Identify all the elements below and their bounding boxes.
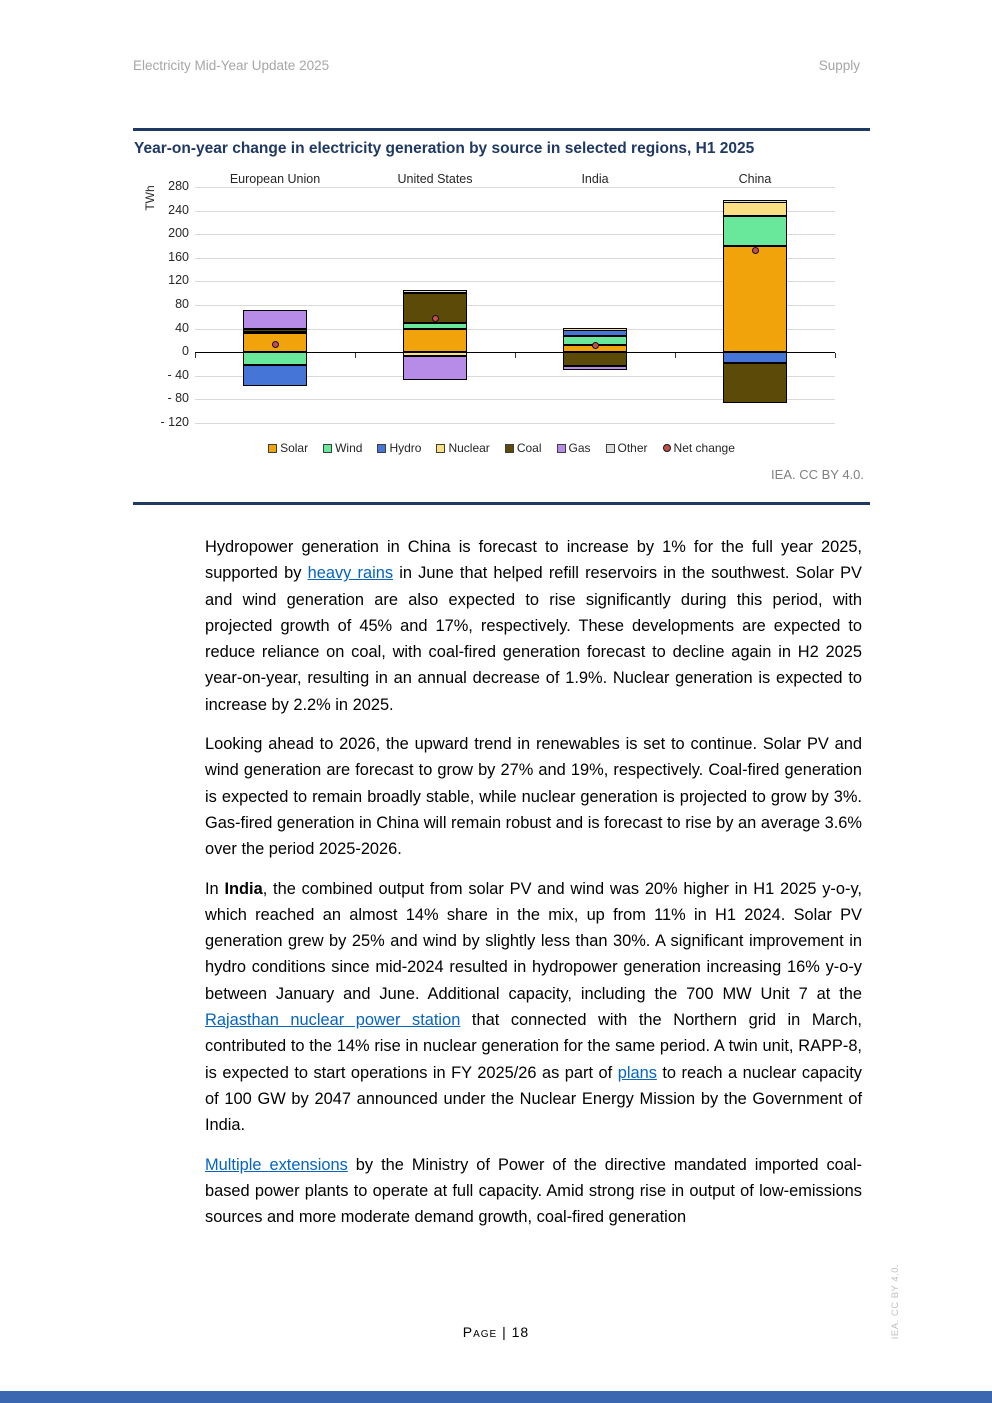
- y-tick-label: - 120: [160, 415, 189, 429]
- page-bottom-bar: [0, 1391, 992, 1403]
- bar-segment-wind: [243, 352, 307, 365]
- x-axis-tick: [835, 353, 836, 358]
- chart-legend: [133, 441, 870, 455]
- legend-label: Hydro: [389, 441, 422, 455]
- bar-segment-coal: [243, 329, 307, 332]
- text-link[interactable]: plans: [617, 1063, 657, 1082]
- chart-attribution: IEA. CC BY 4.0.: [771, 467, 864, 482]
- category-label: European Union: [229, 172, 321, 186]
- y-tick-label: 160: [168, 249, 189, 264]
- x-axis-tick: [355, 353, 356, 358]
- legend-swatch: [663, 444, 671, 452]
- y-axis-label: TWh: [143, 185, 157, 211]
- paragraph: Looking ahead to 2026, the upward trend in renewables is set to continue. Solar PV and wind generation are forecast to grow by 27% and 19%, respectively. Coal-fired generation is expected to remain broadly stable, while nuclear generation is projected to grow by 3%. Gas-fired generation in China will remain robust and is forecast to rise by an average 3.6% over the period 2025-2026.: [205, 735, 862, 859]
- legend-label: Gas: [568, 441, 591, 455]
- legend-swatch: [323, 444, 332, 453]
- paragraph: In India, the combined output from solar PV and wind was 20% higher in H1 2025 y-o-y, which reached an almost 14% share in the mix, up from 11% in H1 2024. Solar PV generation grew by 25% and wind by slightly less than 30%. A significant improvement in hydro conditions since mid-2024 resulted in hydropower generation increasing 16% y-o-y between January and June. Additional capacity, including the 700 MW Unit 7 at the Rajasthan nuclear power station that connected with the Northern grid in March, contributed to the 14% rise in nuclear generation for the same period. A twin unit, RAPP-8, is expected to start operations in FY 2025/26 as part of plans to reach a nuclear capacity of 100 GW by 2047 announced under the Nuclear Energy Mission by the Government of India.: [205, 879, 862, 1135]
- legend-label: Other: [617, 441, 648, 455]
- x-axis-tick: [675, 353, 676, 358]
- text-link[interactable]: heavy rains: [307, 564, 394, 583]
- figure-box: [133, 128, 870, 505]
- legend-item-gas: [557, 441, 591, 455]
- bar-segment-other: [723, 200, 787, 203]
- bar-segment-hydro: [563, 330, 627, 337]
- bar-segment-hydro: [723, 352, 787, 363]
- legend-item-net-change: [663, 441, 735, 455]
- y-tick-label: 120: [168, 273, 189, 288]
- gridline: [195, 187, 835, 188]
- legend-item-hydro: [377, 441, 421, 455]
- bar-segment-gas: [243, 310, 307, 329]
- net-change-marker: [752, 247, 759, 254]
- y-tick-label: 280: [168, 179, 189, 193]
- bar-segment-solar: [723, 246, 787, 352]
- paragraph: Multiple extensions by the Ministry of Power of the directive mandated imported coal-based power plants to operate at full capacity. Amid strong rise in output of low-emissions sources and more moderate demand growth, coal-fired generation: [205, 1155, 862, 1227]
- bar-segment-nuclear: [243, 332, 307, 335]
- text-link[interactable]: Rajasthan nuclear power station: [205, 1011, 461, 1030]
- legend-label: Nuclear: [448, 441, 490, 455]
- bar-segment-wind: [403, 323, 467, 328]
- legend-label: Coal: [516, 441, 542, 455]
- x-axis-tick: [195, 353, 196, 358]
- bar-segment-gas: [403, 356, 467, 380]
- x-axis-tick: [515, 353, 516, 358]
- legend-label: Wind: [335, 441, 363, 455]
- category-label: China: [738, 172, 772, 186]
- chart-plot-area: [195, 187, 835, 423]
- page-number: Page | 18: [462, 1324, 530, 1340]
- category-label: United States: [397, 172, 473, 186]
- net-change-marker: [272, 341, 279, 348]
- y-tick-label: 80: [175, 297, 189, 311]
- y-tick-label: - 80: [167, 391, 189, 406]
- text-link[interactable]: Multiple extensions: [205, 1155, 348, 1174]
- legend-label: Net change: [673, 441, 735, 455]
- bold-text: India: [224, 879, 263, 898]
- y-tick-label: 40: [175, 320, 189, 335]
- legend-item-wind: [323, 441, 362, 455]
- legend-item-solar: [268, 441, 308, 455]
- bar-segment-solar: [403, 329, 467, 353]
- chart-title: Year-on-year change in electricity generation by source in selected regions, H1 2025: [134, 140, 755, 157]
- legend-swatch: [606, 444, 615, 453]
- legend-item-coal: [505, 441, 542, 455]
- side-license-note: IEA. CC BY 4.0.: [890, 1263, 901, 1340]
- legend-item-other: [606, 441, 648, 455]
- net-change-marker: [592, 342, 599, 349]
- legend-swatch: [377, 444, 386, 453]
- y-tick-label: 200: [168, 226, 189, 241]
- net-change-marker: [432, 315, 439, 322]
- bar-segment-coal: [723, 363, 787, 403]
- legend-swatch: [268, 444, 277, 453]
- y-tick-label: - 40: [167, 367, 189, 382]
- category-label: India: [581, 172, 609, 186]
- bar-segment-nuclear: [563, 328, 627, 331]
- bar-segment-gas: [563, 366, 627, 371]
- header-section: Supply: [818, 58, 860, 73]
- bar-segment-nuclear: [723, 202, 787, 216]
- gridline: [195, 423, 835, 424]
- y-tick-label: 0: [182, 344, 189, 359]
- header-title: Electricity Mid-Year Update 2025: [133, 58, 330, 73]
- body-text: [205, 534, 862, 1243]
- bar-segment-wind: [723, 216, 787, 246]
- legend-item-nuclear: [436, 441, 489, 455]
- legend-label: Solar: [280, 441, 309, 455]
- y-tick-label: 240: [168, 202, 189, 217]
- bar-segment-hydro: [243, 365, 307, 386]
- legend-swatch: [557, 444, 566, 453]
- legend-swatch: [436, 444, 445, 453]
- bar-segment-coal: [563, 352, 627, 366]
- bar-segment-other: [403, 290, 467, 293]
- paragraph: Hydropower generation in China is forecast to increase by 1% for the full year 2025, supported by heavy rains in June that helped refill reservoirs in the southwest. Solar PV and wind generation are also expected to rise significantly during this period, with projected growth of 45% and 17%, respectively. These developments are expected to reduce reliance on coal, with coal-fired generation forecast to decline again in H2 2025 year-on-year, resulting in an annual decrease of 1.9%. Nuclear generation is expected to increase by 2.2% in 2025.: [205, 538, 862, 714]
- legend-swatch: [505, 444, 514, 453]
